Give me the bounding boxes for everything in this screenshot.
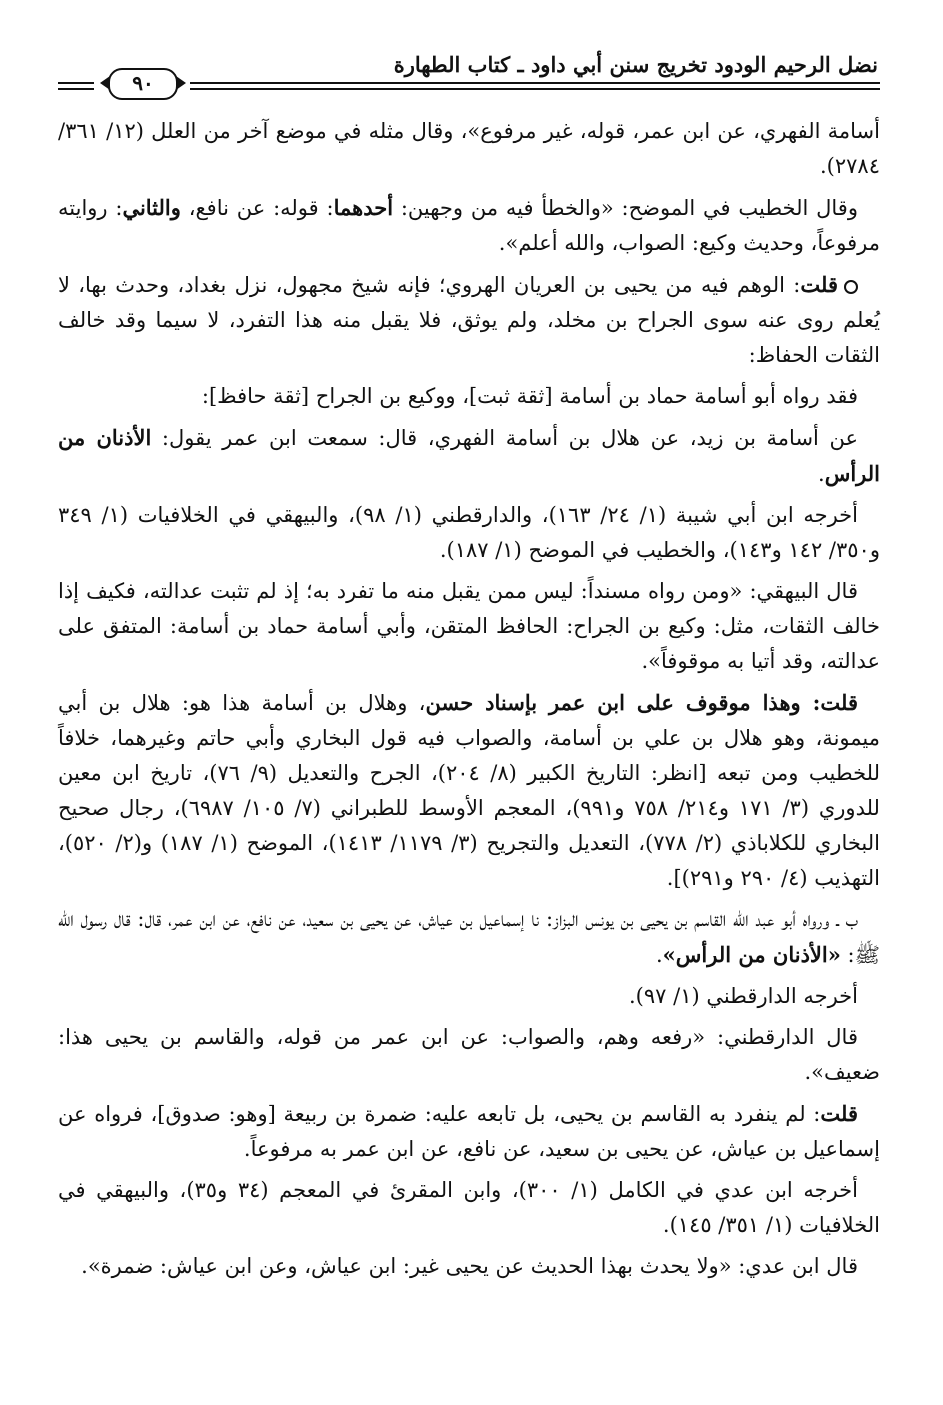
text-run: قال البيهقي: «ومن رواه مسنداً: ليس ممن يقبل منه ما تفرد به؛ إذ لم تثبت عدالته، فكيف إذا خالف الثقات، مثل: وكيع بن الجراح: الحافظ المتقن، وأبي أسامة حماد بن أسامة: المتفق على عدالته، وقد أتيا به موقوفاً». [58,579,880,673]
page-number: ٩٠ [108,68,178,100]
bold-text: والثاني [122,195,181,220]
header-rule [190,82,880,84]
ornament-arrow-right-icon [176,76,186,90]
text-run: أخرجه الدارقطني (١/ ٩٧). [628,984,858,1008]
bold-text: قلت [820,1101,858,1126]
paragraph [58,1096,880,1167]
paragraph [58,498,880,568]
text-run: : الوهم فيه من يحيى بن العريان الهروي؛ فإنه شيخ مجهول، نزل بغداد، وحدث بها، لا يُعلم روى عنه سوى الجراح بن مخلد، ولم يوثق، فلا يقبل منه هذا التفرد، لا سيما وقد خالف الثقات الحفاظ: [58,273,880,367]
bold-text: «الأذنان من الرأس» [662,942,841,967]
bold-text: الأذنان من الرأس [58,425,880,486]
paragraph-marker-icon [844,280,858,294]
text-run: وقال الخطيب في الموضح: «والخطأ فيه من وجهين: [393,196,858,220]
header-rule [190,88,880,90]
bold-text: أحدهما [333,195,394,220]
ornament-arrow-left-icon [100,76,110,90]
paragraph [58,190,880,261]
text-run: : لم ينفرد به القاسم بن يحيى، بل تابعه عليه: ضمرة بن ربيعة [وهو: صدوق]، فرواه عن إسماعيل بن عياش، عن يحيى بن سعيد، عن نافع، عن ابن عمر به مرفوعاً. [58,1102,880,1161]
text-run: : قوله: عن نافع، [180,196,334,220]
text-run: عن أسامة بن زيد، عن هلال بن أسامة الفهري، قال: سمعت ابن عمر يقول: [151,426,859,450]
text-run: أخرجه ابن أبي شيبة (١/ ٢٤/ ١٦٣)، والدارقطني (١/ ٩٨)، والبيهقي في الخلافيات (١/ ٣٤٩ و٣٥٠/ ١٤٢ و١٤٣)، والخطيب في الموضح (١/ ١٨٧). [58,503,880,562]
text-run: فقد رواه أبو أسامة حماد بن أسامة [ثقة ثبت]، ووكيع بن الجراح [ثقة حافظ]: [201,384,858,408]
text-run: ب ـ ورواه أبو عبد الله القاسم بن يحيى بن يونس البزاز: نا إسماعيل بن عياش، عن يحيى بن سعيد، عن نافع، عن ابن عمر، قال: قال رسول الله ﷺ: [58,907,880,967]
paragraph [58,1020,880,1090]
text-run: : روايته مرفوعاً، وحديث وكيع: الصواب، والله أعلم». [58,196,880,255]
paragraph [58,379,880,414]
bold-text: قلت: وهذا موقوف على ابن عمر بإسناد حسن [425,690,859,715]
text-run: ، وهلال بن أسامة هذا هو: هلال بن أبي ميمونة، وهو هلال بن علي بن أسامة، والصواب فيه قول البخاري وأبي حاتم وغيرهما، خلافاً للخطيب ومن تبعه [انظر: التاريخ الكبير (٨/ ٢٠٤)، الجرح والتعديل (٩/ ٧٦)، تاريخ ابن معين للدوري (٣/ ١٧١ و٢١٤/ ٧٥٨ و٩٩١)، المعجم الأوسط للطبراني (٧/ ١٠٥/ ٦٩٨٧)، رجال صحيح البخاري للكلاباذي (٢/ ٧٧٨)، التعديل والتجريح (٣/ ١١٧٩/ ١٤١٣)، الموضح (١/ ١٨٧) و(٢/ ٥٢٠)، التهذيب (٤/ ٢٩٠ و٢٩١)]. [58,691,880,890]
document-page [58,46,880,1366]
text-run: . [655,943,663,967]
paragraph [58,574,880,679]
paragraph [58,267,880,373]
paragraph [58,979,880,1014]
paragraph [58,1249,880,1284]
paragraph [58,1173,880,1243]
text-run: . [818,462,825,486]
page-body [58,114,880,1284]
header-rule [58,88,94,90]
text-run: قال ابن عدي: «ولا يحدث بهذا الحديث عن يحيى غير: ابن عياش، وعن ابن عياش: ضمرة». [81,1254,858,1278]
running-title: نضل الرحيم الودود تخريج سنن أبي داود ـ كتاب الطهارة [393,52,878,77]
text-run: أخرجه ابن عدي في الكامل (١/ ٣٠٠)، وابن المقرئ في المعجم (٣٤ و٣٥)، والبيهقي في الخلافيات (١/ ٣٥١/ ١٤٥). [58,1178,880,1237]
bold-text: قلت [800,272,838,297]
paragraph [58,420,880,492]
header-rule [58,82,94,84]
text-run: قال الدارقطني: «رفعه وهم، والصواب: عن ابن عمر من قوله، والقاسم بن يحيى هذا: ضعيف». [58,1025,880,1084]
text-run: أسامة الفهري، عن ابن عمر، قوله، غير مرفوع»، وقال مثله في موضع آخر من العلل (١٢/ ٣٦١/ ٢٧٨٤). [58,119,880,178]
paragraph [58,114,880,184]
paragraph [58,902,880,973]
page-header [58,46,880,102]
paragraph [58,685,880,896]
